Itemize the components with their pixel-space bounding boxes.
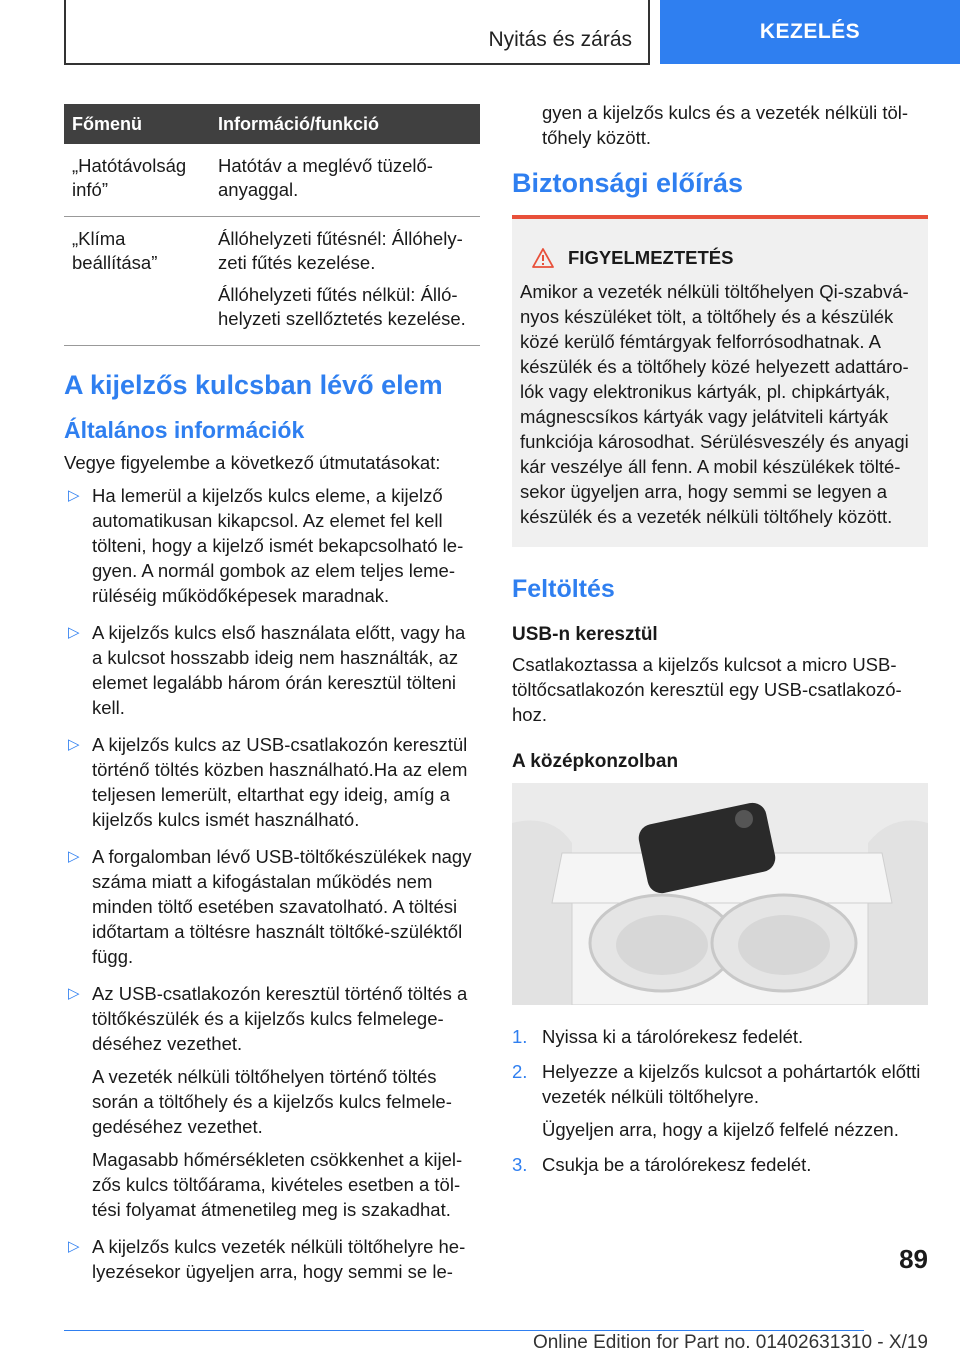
step-number: 2.	[512, 1061, 528, 1082]
list-item	[64, 981, 480, 1222]
warning-title-row	[520, 247, 918, 269]
table-cell-text: Állóhelyzeti fűtésnél: Állóhely-zeti fűtés kezelése.	[218, 228, 463, 273]
footer-rule	[64, 1330, 864, 1331]
triangle-bullet-icon: ▷	[68, 1238, 80, 1255]
list-item-text: A kijelzős kulcs első használata előtt, vagy ha a kulcsot hosszabb ideig nem használták, az elemet legalább három órán keresztül tölteni kell.	[92, 622, 466, 718]
header-section-title: Nyitás és zárás	[488, 28, 632, 51]
list-item	[64, 844, 480, 969]
list-item-text: A forgalomban lévő USB-töltőkészülékek nagy száma miatt a kifogástalan működés nem minden töltő esetében szavatolható. A töltési időtartam a töltésre használt töltőké-szüléktől függ.	[92, 846, 472, 967]
triangle-bullet-icon: ▷	[68, 624, 80, 641]
table-row	[64, 144, 480, 217]
step-text: Ügyeljen arra, hogy a kijelző felfelé nézzen.	[542, 1119, 899, 1140]
table-header-menu: Főmenü	[64, 104, 210, 144]
list-item	[64, 1234, 480, 1284]
table-cell-menu: „Klíma beállítása”	[64, 217, 210, 346]
table-header-info: Információ/funkció	[210, 104, 480, 144]
usb-heading: USB-n keresztül	[512, 624, 658, 645]
right-column	[512, 100, 928, 1187]
list-item	[64, 620, 480, 720]
table-cell-menu: „Hatótávolság infó”	[64, 144, 210, 217]
table-header-row	[64, 104, 480, 144]
general-info-heading: Általános információk	[64, 417, 305, 443]
header-divider	[648, 0, 650, 64]
triangle-bullet-icon: ▷	[68, 736, 80, 753]
usb-text: Csatlakoztassa a kijelzős kulcsot a micro USB-töltőcsatlakozón keresztül egy USB-csatlakozó-hoz.	[512, 654, 902, 725]
list-item	[64, 483, 480, 608]
step-item	[512, 1024, 928, 1049]
step-text: Helyezze a kijelzős kulcsot a pohártartók előtti vezeték nélküli töltőhelyre.	[542, 1061, 921, 1107]
step-item	[512, 1152, 928, 1177]
table-cell-text: Hatótáv a meglévő tüzelő-anyaggal.	[218, 155, 433, 200]
step-number: 1.	[512, 1026, 528, 1047]
charging-heading: Feltöltés	[512, 575, 615, 603]
list-item-text: Az USB-csatlakozón keresztül történő töltés a töltőkészülék és a kijelzős kulcs felmelege-déséhez vezethet.	[92, 983, 468, 1054]
table-cell-text: Állóhelyzeti fűtés nélkül: Álló-helyzeti szellőztetés kezelése.	[218, 284, 466, 329]
left-column	[64, 104, 480, 1296]
list-item-text: Ha lemerül a kijelzős kulcs eleme, a kijelző automatikusan kikapcsol. Az elemet fel kell tölteni, hogy a kijelző ismét bekapcsolható le-gyen. A normál gombok az elem teljes leme-rüléséig működőképesek maradnak.	[92, 485, 464, 606]
warning-title: FIGYELMEZTETÉS	[568, 247, 734, 268]
list-item-text: A vezeték nélküli töltőhelyen történő töltés során a töltőhely és a kijelzős kulcs felmele-gedéséhez vezethet.	[92, 1066, 452, 1137]
menu-table	[64, 104, 480, 346]
step-text: Csukja be a tárolórekesz fedelét.	[542, 1154, 812, 1175]
warning-text: Amikor a vezeték nélküli töltőhelyen Qi-szabvá-nyos készüléket tölt, a töltőhely és a készülék közé kerülő fémtárgyak felforrósodhatnak. A készülék és a töltőhely közé helyezett adattáro-lók vagy elektronikus kártyák, pl. chipkártyák, mágnescsíkos kártyák vagy jelátviteli kártyák funkciója károsodhat. Sérülésveszély és anyagi kár veszélye áll fenn. A mobil készülékek tölté-sekor ügyeljen arra, hogy semmi se legyen a készülék és a vezeték nélküli töltőhely között.	[520, 281, 909, 527]
header-bottom-rule	[64, 63, 650, 65]
steps-list	[512, 1024, 928, 1177]
list-item-text: A kijelzős kulcs vezeték nélküli töltőhelyre he-lyezésekor ügyeljen arra, hogy semmi se le-	[92, 1236, 466, 1282]
list-item-text: Magasabb hőmérsékleten csökkenhet a kijel-zős kulcs töltőárama, kivételes esetben a töl-tési folyamat átmenetileg meg is szakadhat.	[92, 1149, 463, 1220]
safety-heading: Biztonsági előírás	[512, 168, 744, 198]
step-number: 3.	[512, 1154, 528, 1175]
section-heading: A kijelzős kulcsban lévő elem	[64, 370, 443, 400]
triangle-bullet-icon: ▷	[68, 487, 80, 504]
table-cell-info	[210, 217, 480, 346]
page-number: 89	[899, 1244, 928, 1274]
warning-triangle-icon	[532, 248, 554, 268]
footer-edition: Online Edition for Part no. 01402631310 - X/19	[532, 1332, 928, 1353]
triangle-bullet-icon: ▷	[68, 848, 80, 865]
step-text: Nyissa ki a tárolórekesz fedelét.	[542, 1026, 804, 1047]
warning-box	[512, 215, 928, 547]
step-item	[512, 1059, 928, 1142]
triangle-bullet-icon: ▷	[68, 985, 80, 1002]
continued-text: gyen a kijelzős kulcs és a vezeték nélküli töl-tőhely között.	[542, 102, 909, 148]
list-item-text: A kijelzős kulcs az USB-csatlakozón keresztül történő töltés közben használható.Ha az elem teljesen lemerült, eltarthat egy ideig, amíg a kijelzős kulcs ismét használható.	[92, 734, 468, 830]
console-heading: A középkonzolban	[512, 751, 679, 772]
center-console-illustration	[512, 783, 928, 1005]
header-left-rule	[64, 0, 66, 64]
table-row	[64, 217, 480, 346]
header-chapter-tab[interactable]: KEZELÉS	[660, 0, 960, 64]
table-cell-info	[210, 144, 480, 217]
list-item	[64, 732, 480, 832]
intro-text: Vegye figyelembe a következő útmutatásokat:	[64, 452, 441, 473]
instruction-list	[64, 483, 480, 1284]
